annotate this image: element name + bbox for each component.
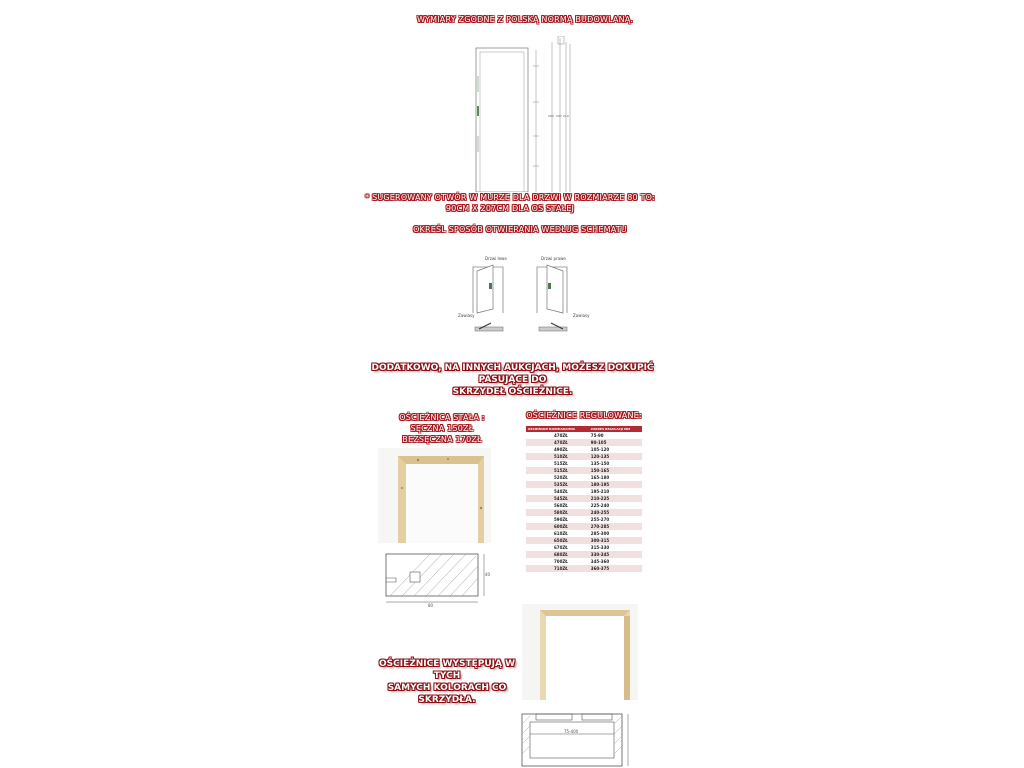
fixed-frame-heading: OŚCIEŻNICA STAŁA : xyxy=(399,413,485,422)
adjustable-frame-photo xyxy=(522,604,638,700)
table-cell-range: 270-285 xyxy=(589,523,642,530)
table-row xyxy=(526,439,642,446)
table-cell-range: 135-150 xyxy=(589,460,642,467)
adjustable-profile-svg xyxy=(516,704,636,768)
table-cell-price: 515ZŁ xyxy=(526,467,589,474)
fixed-frame-profile xyxy=(376,550,491,610)
table-cell-price: 670ZŁ xyxy=(526,544,589,551)
suggested-opening-line1: * SUGEROWANY OTWÓR W MURZE DLA DRZWI W ROZMIARZE 80 TO: xyxy=(365,193,655,202)
fixed-profile-svg xyxy=(376,550,491,610)
table-cell-range: 150-165 xyxy=(589,467,642,474)
table-cell-price: 520ZŁ xyxy=(526,474,589,481)
opening-schematic xyxy=(455,255,590,343)
table-row xyxy=(526,502,642,509)
table-cell-range: 225-240 xyxy=(589,502,642,509)
norm-title: WYMIARY ZGODNE Z POLSKĄ NORMĄ BUDOWLANĄ. xyxy=(416,15,634,24)
table-cell-range: 195-210 xyxy=(589,488,642,495)
table-cell-range: 210-225 xyxy=(589,495,642,502)
opening-svg xyxy=(455,255,590,343)
table-header-price: OŚCIEŻNICE ROZMIAR/CENA xyxy=(526,426,589,432)
table-row xyxy=(526,481,642,488)
table-cell-price: 610ZŁ xyxy=(526,530,589,537)
colors-note xyxy=(372,658,522,706)
fixed-frame-price-knotless: BEZSĘCZNA 170ZŁ xyxy=(402,435,482,444)
door-dim-label: 207 xyxy=(556,114,562,118)
table-cell-range: 180-195 xyxy=(589,481,642,488)
table-row xyxy=(526,537,642,544)
table-row xyxy=(526,558,642,565)
table-cell-range: 105-120 xyxy=(589,446,642,453)
table-row xyxy=(526,530,642,537)
table-cell-range: 315-330 xyxy=(589,544,642,551)
fixed-frame-svg xyxy=(378,448,491,543)
table-cell-price: 545ZŁ xyxy=(526,495,589,502)
table-cell-price: 510ZŁ xyxy=(526,453,589,460)
colors-note-line1: OŚCIEŻNICE WYSTĘPUJĄ W TYCH xyxy=(378,659,516,681)
table-cell-price: 710ZŁ xyxy=(526,565,589,572)
hinge-label-right: Zawiasy xyxy=(573,313,590,318)
fixed-frame-title xyxy=(386,412,498,445)
door-dim-label: 203 xyxy=(548,114,554,118)
table-cell-range: 90-105 xyxy=(589,439,642,446)
table-row xyxy=(526,523,642,530)
adjustable-frames-table-wrap xyxy=(526,426,642,572)
table-row xyxy=(526,453,642,460)
table-row xyxy=(526,460,642,467)
table-header-range: ZAKRES REGULACJI MM xyxy=(589,426,642,432)
table-row xyxy=(526,551,642,558)
table-row xyxy=(526,488,642,495)
hinge-label-left: Zawiasy xyxy=(458,313,475,318)
table-row xyxy=(526,474,642,481)
table-row xyxy=(526,495,642,502)
colors-note-line2: SAMYCH KOLORACH CO SKRZYDŁA. xyxy=(387,683,507,705)
additional-frames-note xyxy=(365,362,660,398)
door-drawing-svg xyxy=(470,36,590,192)
table-cell-price: 560ZŁ xyxy=(526,502,589,509)
table-cell-range: 360-375 xyxy=(589,565,642,572)
door-dim-label: 210 xyxy=(563,114,569,118)
table-cell-range: 330-345 xyxy=(589,551,642,558)
table-cell-price: 580ZŁ xyxy=(526,509,589,516)
table-cell-price: 680ZŁ xyxy=(526,551,589,558)
table-cell-price: 600ZŁ xyxy=(526,523,589,530)
right-door-label: Drzwi prawe xyxy=(541,256,566,261)
profile-dim-depth: 40 xyxy=(485,572,491,577)
additional-line2: SKRZYDEŁ OŚCIEŻNICE. xyxy=(452,387,573,397)
table-cell-price: 650ZŁ xyxy=(526,537,589,544)
additional-line1: DODATKOWO, NA INNYCH AUKCJACH, MOŻESZ DOKUPIĆ PASUJĄCE DO xyxy=(371,363,654,385)
table-row xyxy=(526,509,642,516)
table-row xyxy=(526,544,642,551)
table-row xyxy=(526,516,642,523)
suggested-opening-line2: 90CM X 207CM DLA OS STAŁEJ xyxy=(445,204,575,213)
table-cell-range: 345-360 xyxy=(589,558,642,565)
table-row xyxy=(526,432,642,439)
table-cell-price: 590ZŁ xyxy=(526,516,589,523)
fixed-frame-photo xyxy=(378,448,491,543)
table-cell-range: 300-315 xyxy=(589,537,642,544)
table-cell-price: 540ZŁ xyxy=(526,488,589,495)
adjustable-frames-title: OŚCIEŻNICE REGULOWANE: xyxy=(526,411,642,420)
fixed-frame-price-knotty: SĘCZNA 150ZŁ xyxy=(410,424,474,433)
table-cell-price: 535ZŁ xyxy=(526,481,589,488)
profile-dim-width: 80 xyxy=(428,603,434,608)
table-cell-price: 470ZŁ xyxy=(526,432,589,439)
table-cell-price: 490ZŁ xyxy=(526,446,589,453)
table-cell-range: 120-135 xyxy=(589,453,642,460)
table-cell-price: 470ZŁ xyxy=(526,439,589,446)
table-cell-price: 515ZŁ xyxy=(526,460,589,467)
table-cell-range: 240-255 xyxy=(589,509,642,516)
table-cell-range: 285-300 xyxy=(589,530,642,537)
suggested-opening-note xyxy=(360,192,660,214)
adjustable-frame-profile xyxy=(516,704,636,768)
table-cell-price: 700ZŁ xyxy=(526,558,589,565)
table-row xyxy=(526,446,642,453)
table-row xyxy=(526,467,642,474)
adjustable-frame-svg xyxy=(522,604,638,700)
table-cell-range: 255-270 xyxy=(589,516,642,523)
table-cell-range: 75-90 xyxy=(589,432,642,439)
door-technical-drawing xyxy=(470,36,590,192)
table-cell-range: 165-180 xyxy=(589,474,642,481)
adjustable-frames-table xyxy=(526,426,642,572)
table-row xyxy=(526,565,642,572)
left-door-label: Drzwi lewe xyxy=(485,256,507,261)
opening-title: OKREŚL SPOSÓB OTWIERANIA WEDŁUG SCHEMATU xyxy=(413,225,627,234)
adjustable-dim-range: 75-400 xyxy=(564,729,579,734)
